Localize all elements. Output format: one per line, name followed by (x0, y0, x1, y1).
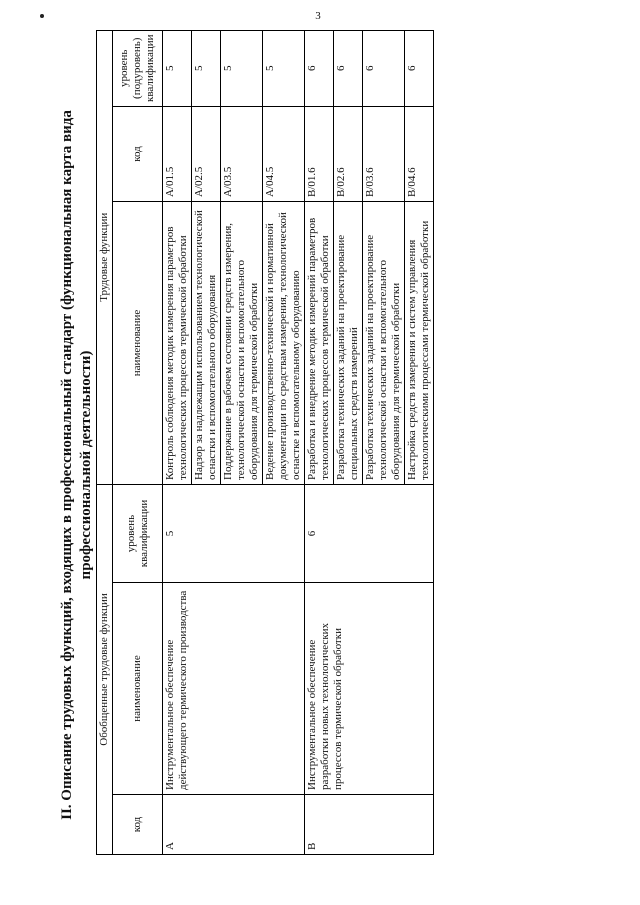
header-function-name: наименование (113, 202, 163, 485)
header-function-code: код (113, 107, 163, 202)
header-generalized: Обобщенные трудовые функции (97, 485, 113, 855)
function-code: B/04.6 (405, 107, 434, 202)
function-level: 6 (405, 30, 434, 106)
function-level: 5 (192, 30, 221, 106)
title-line-1: II. Описание трудовых функций, входящих в профессиональный стандарт (функциональная карта вида (59, 110, 75, 820)
function-level: 6 (334, 30, 363, 106)
function-name: Разработка и внедрение методик измерений параметров технологических процессов термической обработки (305, 202, 334, 485)
group-a-code: A (163, 795, 305, 855)
table-row (163, 30, 192, 854)
function-code: A/03.5 (221, 107, 263, 202)
table-row (305, 30, 334, 854)
function-code: A/01.5 (163, 107, 192, 202)
functional-map-table (96, 30, 434, 855)
function-level: 6 (363, 30, 405, 106)
function-code: A/02.5 (192, 107, 221, 202)
function-name: Настройка средств измерения и систем управления технологическими процессами термической обработки (405, 202, 434, 485)
function-name: Поддержание в рабочем состоянии средств измерения, технологической оснастки и вспомогательного оборудования для термической обработки (221, 202, 263, 485)
section-title (58, 75, 96, 855)
header-name: наименование (113, 583, 163, 795)
group-b-name: Инструментальное обеспечение разработки новых технологических процессов термической обработки (305, 583, 434, 795)
function-name: Надзор за надлежащим использованием технологической оснастки и вспомогательного оборудования (192, 202, 221, 485)
group-a-name: Инструментальное обеспечение действующего термического производства (163, 583, 305, 795)
table-wrapper (96, 30, 434, 855)
function-code: B/02.6 (334, 107, 363, 202)
group-b-code: B (305, 795, 434, 855)
function-level: 5 (221, 30, 263, 106)
function-name: Разработка технических заданий на проектирование технологической оснастки и вспомогательного оборудования для термической обработки (363, 202, 405, 485)
header-code: код (113, 795, 163, 855)
header-functions: Трудовые функции (97, 30, 113, 484)
function-name: Ведение производственно-технической и нормативной документации по средствам измерения, технологической оснастке и вспомогательному оборудованию (263, 202, 305, 485)
group-a-level: 5 (163, 485, 305, 583)
function-level: 6 (305, 30, 334, 106)
group-b-level: 6 (305, 485, 434, 583)
function-name: Контроль соблюдения методик измерения параметров технологических процессов термической обработки (163, 202, 192, 485)
title-line-2: профессиональной деятельности) (78, 350, 94, 580)
function-level: 5 (263, 30, 305, 106)
function-code: B/01.6 (305, 107, 334, 202)
header-function-level: уровень (подуровень) квалификации (113, 30, 163, 106)
function-code: B/03.6 (363, 107, 405, 202)
header-level: уровень квалификации (113, 485, 163, 583)
function-code: A/04.5 (263, 107, 305, 202)
function-name: Разработка технических заданий на проектирование специальных средств измерений (334, 202, 363, 485)
page-number: 3 (315, 10, 321, 22)
function-level: 5 (163, 30, 192, 106)
